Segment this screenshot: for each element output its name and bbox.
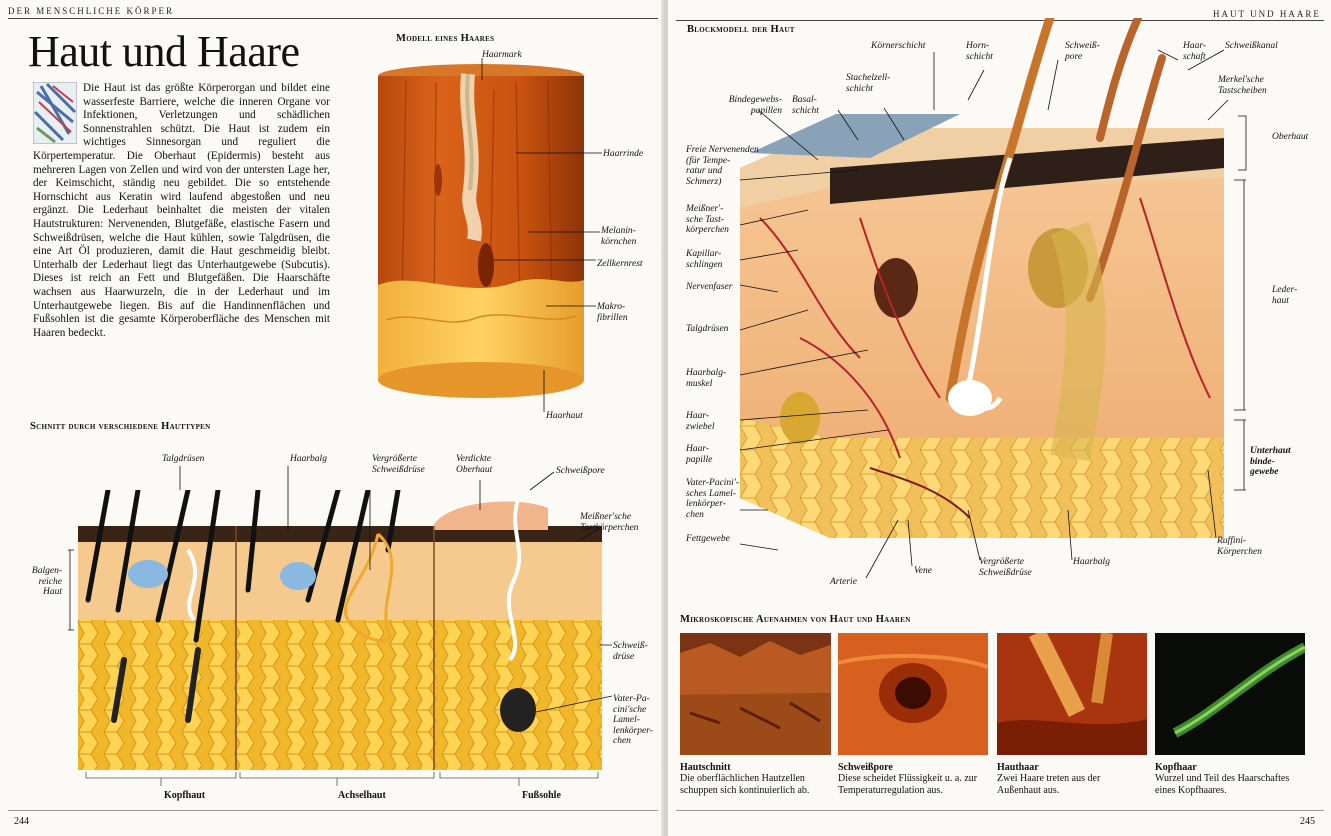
intro-text	[33, 82, 330, 340]
label-koernerschicht: Körnerschicht	[871, 41, 926, 51]
region-kopfhaut: Kopfhaut	[164, 790, 206, 801]
right-page	[668, 0, 1331, 836]
label-talgdruesen-types: Talgdrüsen	[162, 454, 205, 464]
label-bindegewebspapillen: Bindegewebs- papillen	[728, 95, 782, 116]
label-makrofibrillen: Makro- fibrillen	[597, 302, 628, 323]
block-model-title: Blockmodell der Haut	[687, 24, 795, 35]
page-number-left: 244	[14, 816, 29, 827]
label-vergr-schweiss-block: Vergrößerte Schweißdrüse	[979, 557, 1032, 578]
label-haarzwiebel: Haar- zwiebel	[686, 411, 715, 432]
skin-types-title: Schnitt durch verschiedene Hauttypen	[30, 421, 211, 432]
label-talgdruesen-block: Talgdrüsen	[686, 324, 729, 334]
block-model-leader-lines	[668, 30, 1331, 590]
caption-title-hautschnitt: Hautschnitt	[680, 762, 731, 773]
caption-kopfhaar	[1155, 762, 1305, 796]
photo-kopfhaar	[1155, 633, 1305, 755]
label-nervenfaser: Nervenfaser	[686, 282, 733, 292]
label-haarhaut: Haarhaut	[546, 411, 583, 421]
label-haarmark: Haarmark	[482, 50, 522, 60]
label-melanin: Melanin- körnchen	[601, 226, 637, 247]
label-stachelzellschicht: Stachelzell- schicht	[846, 73, 891, 94]
caption-hauthaar	[997, 762, 1137, 796]
header-rule-left	[8, 18, 658, 19]
region-achselhaut: Achselhaut	[338, 790, 386, 801]
intro-text-float	[33, 82, 83, 146]
hair-model-leader-lines	[376, 40, 664, 420]
micro-title: Mikroskopische Aufnahmen von Haut und Haaren	[680, 614, 911, 625]
running-head-left: DER MENSCHLICHE KÖRPER	[8, 6, 175, 16]
hair-model-title: Modell eines Haares	[396, 33, 495, 44]
label-schweisspore-block: Schweiß- pore	[1065, 41, 1100, 62]
label-vergr-schweiss-types: Vergrößerte Schweißdrüse	[372, 454, 425, 475]
label-meissner-types: Meißner'sche Tastkörperchen	[580, 512, 639, 533]
label-vene: Vene	[914, 566, 932, 576]
photo-hauthaar	[997, 633, 1147, 755]
label-vater-block: Vater-Pacini'- sches Lamel- lenkörper- chen	[686, 478, 740, 520]
label-merkel: Merkel'sche Tastscheiben	[1218, 75, 1267, 96]
label-haarbalg-types: Haarbalg	[290, 454, 327, 464]
label-kapillarschlingen: Kapillar- schlingen	[686, 249, 723, 270]
label-schweissdruese-types: Schweiß- drüse	[613, 641, 648, 662]
label-meissner-block: Meißner'- sche Tast- körperchen	[686, 204, 729, 235]
left-page	[0, 0, 664, 836]
label-verdickte-oberhaut: Verdickte Oberhaut	[456, 454, 493, 475]
photo-schweisspore	[838, 633, 988, 755]
intro-paragraph: Die Haut ist das größte Körperorgan und bildet eine wasserfeste Barriere, welche die inneren Organe vor Infektionen, Verletzungen und schädlichen Sonnenstrahlen schützt. Die Haut ist zudem ein wichtiges Sinnesorgan und reguliert die Körpertemperatur. Die Oberhaut (Epidermis) besteht aus mehreren Lagen von Zellen und wird von der untersten Lage her, der Keimschicht, ständig neu gebildet. Die so entstehende Hornschicht aus Keratin wird laufend abgestoßen und neu ergänzt. Die Lederhaut beinhaltet die meisten der vitalen Hautstrukturen: Nervenenden, Blutgefäße, elastische Fasern und Schweißdrüsen, welche die Haut kühlen, sowie Talgdrüsen, die eine Art Öl produzieren, damit die Haut geschmeidig bleibt. Unterhalb der Lederhaut liegt das Unterhautgewebe (Subcutis). Dieses ist reich an Fett und Blutgefäßen. Die Haarschäfte wachsen aus Haarwurzeln, die in der Lederhaut und im Unterhautgewebe liegen. Bis auf die Handinnenflächen und Fußsohlen ist die gesamte Körperoberfläche des Menschen mit Haaren bedeckt.	[33, 82, 330, 339]
label-oberhaut: Oberhaut	[1272, 132, 1309, 142]
page-title: Haut und Haare	[28, 27, 300, 76]
label-arterie: Arterie	[830, 577, 857, 587]
label-zellkernrest: Zellkernrest	[597, 259, 643, 269]
footer-rule-left	[8, 810, 658, 811]
footer-rule-right	[676, 810, 1324, 811]
label-haarschaft: Haar- schaft	[1183, 41, 1207, 62]
label-haarrinde: Haarrinde	[603, 149, 644, 159]
label-hornschicht: Horn- schicht	[966, 41, 993, 62]
label-vater-types: Vater-Pa- cini'sche Lamel- lenkörper- chen	[613, 694, 653, 746]
label-haarbalg-block: Haarbalg	[1073, 557, 1110, 567]
page-number-right: 245	[1300, 816, 1315, 827]
label-unterhaut: Unterhaut binde- gewebe	[1250, 446, 1291, 477]
label-ruffini: Ruffini- Körperchen	[1217, 536, 1263, 557]
label-haarbalgmuskel: Haarbalg- muskel	[686, 368, 727, 389]
caption-text-kopfhaar: Wurzel und Teil des Haarschaftes eines Kopfhaares.	[1155, 773, 1290, 796]
label-schweisspore-types: Schweißpore	[556, 466, 605, 476]
label-fettgewebe: Fettgewebe	[686, 534, 730, 544]
skin-types-leader-lines	[60, 450, 664, 810]
caption-title-hauthaar: Hauthaar	[997, 762, 1039, 773]
caption-title-schweisspore: Schweißpore	[838, 762, 893, 773]
label-freie-nervenenden: Freie Nervenenden (für Tempe- ratur und Schmerz)	[686, 145, 759, 187]
label-haarpapille: Haar- papille	[686, 444, 713, 465]
caption-text-hauthaar: Zwei Haare treten aus der Außenhaut aus.	[997, 773, 1101, 796]
region-fusssohle: Fußsohle	[522, 790, 561, 801]
caption-title-kopfhaar: Kopfhaar	[1155, 762, 1197, 773]
label-basalschicht: Basal- schicht	[792, 95, 819, 116]
caption-text-hautschnitt: Die oberflächlichen Hautzellen schuppen sich kontinuierlich ab.	[680, 773, 810, 796]
caption-text-schweisspore: Diese scheidet Flüssigkeit u. a. zur Temperaturregulation aus.	[838, 773, 978, 796]
running-head-right: HAUT UND HAARE	[1213, 9, 1321, 19]
photo-hautschnitt	[680, 633, 831, 755]
caption-hautschnitt	[680, 762, 831, 796]
label-schweisskanal: Schweißkanal	[1225, 41, 1278, 51]
label-lederhaut: Leder- haut	[1272, 285, 1298, 306]
caption-schweisspore	[838, 762, 990, 796]
label-balgenreiche-haut: Balgen- reiche Haut	[31, 566, 62, 597]
